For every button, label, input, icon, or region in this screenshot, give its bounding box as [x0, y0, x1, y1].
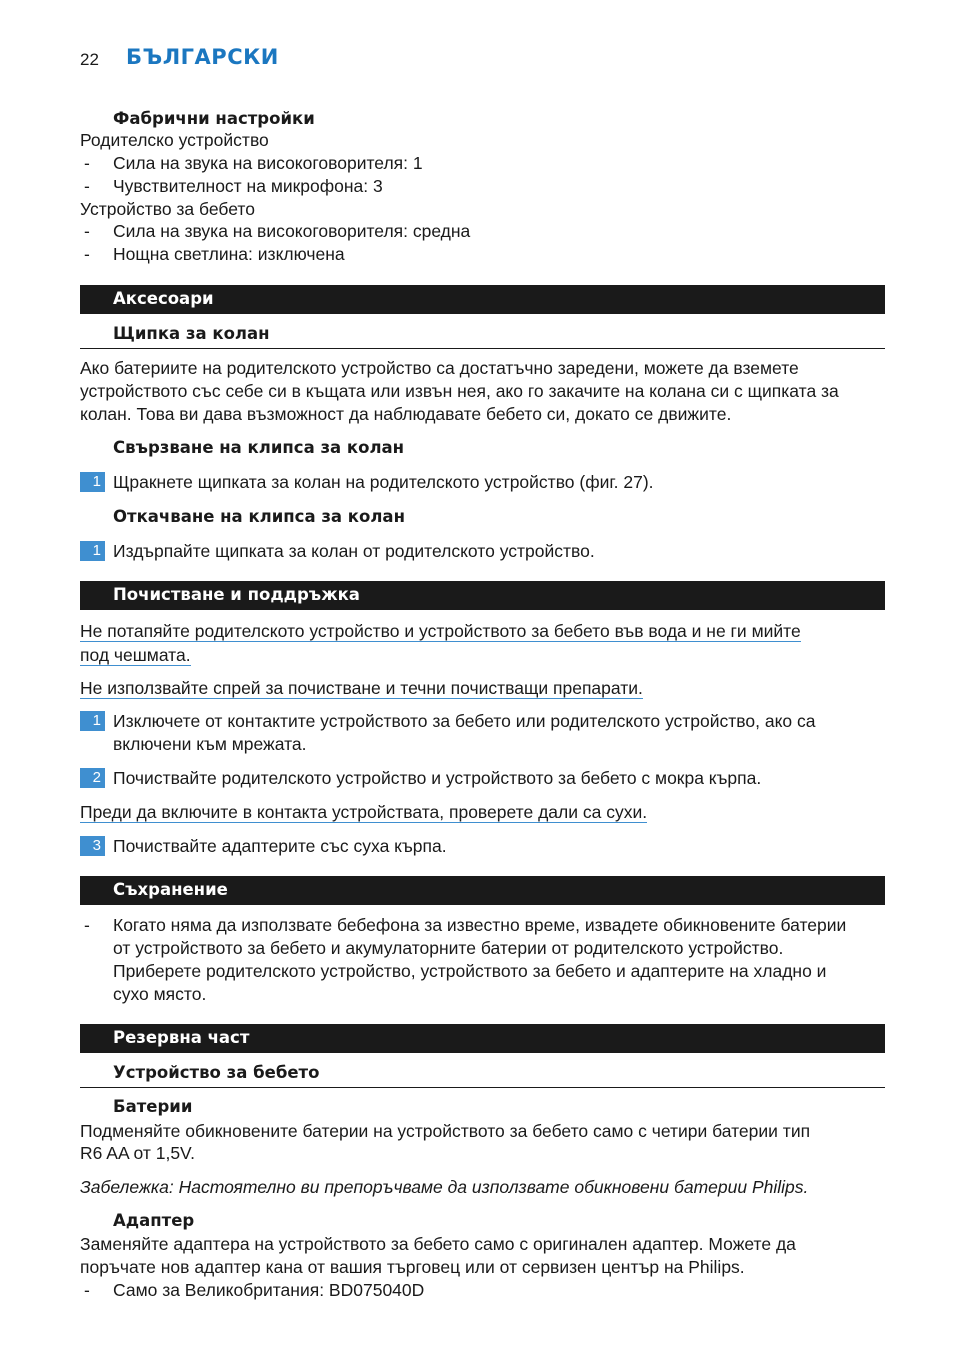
step-text: Изключете от контактите устройството за бебето или родителското устройство, ако са	[113, 711, 816, 731]
divider	[80, 348, 885, 349]
warning-line: Преди да включите в контакта устройствата, проверете дали са сухи.	[80, 802, 648, 822]
step-text: Издърпайте щипката за колан от родителското устройство.	[113, 541, 595, 561]
paragraph-line: устройството със себе си в къщата или извън нея, ако го закачите на колана си с щипката за	[80, 381, 839, 401]
divider	[80, 1087, 885, 1088]
paragraph-line: поръчате нов адаптер кана от вашия търговец или от сервизен център на Philips.	[80, 1257, 745, 1277]
section-bar-cleaning	[80, 581, 885, 610]
step-text: Щракнете щипката за колан на родителското устройство (фиг. 27).	[113, 472, 654, 492]
dash: -	[84, 221, 90, 241]
language-title: БЪЛГАРСКИ	[126, 45, 279, 69]
section-title: Аксесоари	[113, 289, 214, 308]
dash: -	[84, 244, 90, 264]
list-item: Само за Великобритания: BD075040D	[113, 1280, 425, 1300]
page-number: 22	[80, 50, 99, 69]
section-title: Съхранение	[113, 880, 228, 899]
step-text: включени към мрежата.	[113, 734, 307, 754]
paragraph-line: колан. Това ви дава възможност да наблюдавате бебето си, докато се движите.	[80, 404, 732, 424]
detach-heading: Откачване на клипса за колан	[113, 507, 405, 526]
section-bar-spare-part	[80, 1024, 885, 1053]
paragraph-line: сухо място.	[113, 984, 207, 1004]
list-item: Сила на звука на високоговорителя: средна	[113, 221, 471, 241]
warning-line: Не използвайте спрей за почистване и течни почистващи препарати.	[80, 678, 643, 698]
attach-heading: Свързване на клипса за колан	[113, 438, 405, 457]
belt-clip-heading: Щипка за колан	[113, 324, 270, 343]
section-title: Резервна част	[113, 1028, 250, 1047]
step-text: Почиствайте адаптерите със суха кърпа.	[113, 836, 447, 856]
step-number: 1	[80, 711, 105, 731]
paragraph-line: Подменяйте обикновените батерии на устройството за бебето само с четири батерии тип	[80, 1121, 811, 1141]
paragraph-line: Заменяйте адаптера на устройството за бебето само с оригинален адаптер. Можете да	[80, 1234, 796, 1254]
paragraph-line: Когато няма да използвате бебефона за известно време, извадете обикновените батерии	[113, 915, 847, 935]
section-title: Почистване и поддръжка	[113, 585, 360, 604]
warning-line: Не потапяйте родителското устройство и устройството за бебето във вода и не ги мийте	[80, 621, 801, 641]
list-item: Сила на звука на високоговорителя: 1	[113, 153, 423, 173]
factory-settings-heading: Фабрични настройки	[113, 109, 315, 128]
baby-unit-heading: Устройство за бебето	[113, 1063, 320, 1082]
baby-unit-label: Устройство за бебето	[80, 199, 255, 219]
step-number: 1	[80, 541, 105, 561]
section-bar-storage	[80, 876, 885, 905]
dash: -	[84, 153, 90, 173]
paragraph-line: Приберете родителското устройство, устройството за бебето и адаптерите на хладно и	[113, 961, 827, 981]
adapter-heading: Адаптер	[113, 1211, 195, 1230]
section-bar-accessories	[80, 285, 885, 314]
parent-unit-label: Родителско устройство	[80, 130, 269, 150]
note-text: Забележка: Настоятелно ви препоръчваме да използвате обикновени батерии Philips.	[80, 1177, 809, 1197]
paragraph-line: Ако батериите на родителското устройство са достатъчно заредени, можете да вземете	[80, 358, 799, 378]
step-text: Почиствайте родителското устройство и устройството за бебето с мокра кърпа.	[113, 768, 762, 788]
step-number: 2	[80, 768, 105, 788]
dash: -	[84, 1280, 90, 1300]
batteries-heading: Батерии	[113, 1097, 193, 1116]
step-number: 1	[80, 472, 105, 492]
list-item: Нощна светлина: изключена	[113, 244, 345, 264]
dash: -	[84, 176, 90, 196]
paragraph-line: R6 AA от 1,5V.	[80, 1143, 195, 1163]
list-item: Чувствителност на микрофона: 3	[113, 176, 383, 196]
paragraph-line: от устройството за бебето и акумулаторните батерии от родителското устройство.	[113, 938, 784, 958]
warning-line: под чешмата.	[80, 645, 191, 665]
step-number: 3	[80, 836, 105, 856]
dash: -	[84, 915, 90, 935]
